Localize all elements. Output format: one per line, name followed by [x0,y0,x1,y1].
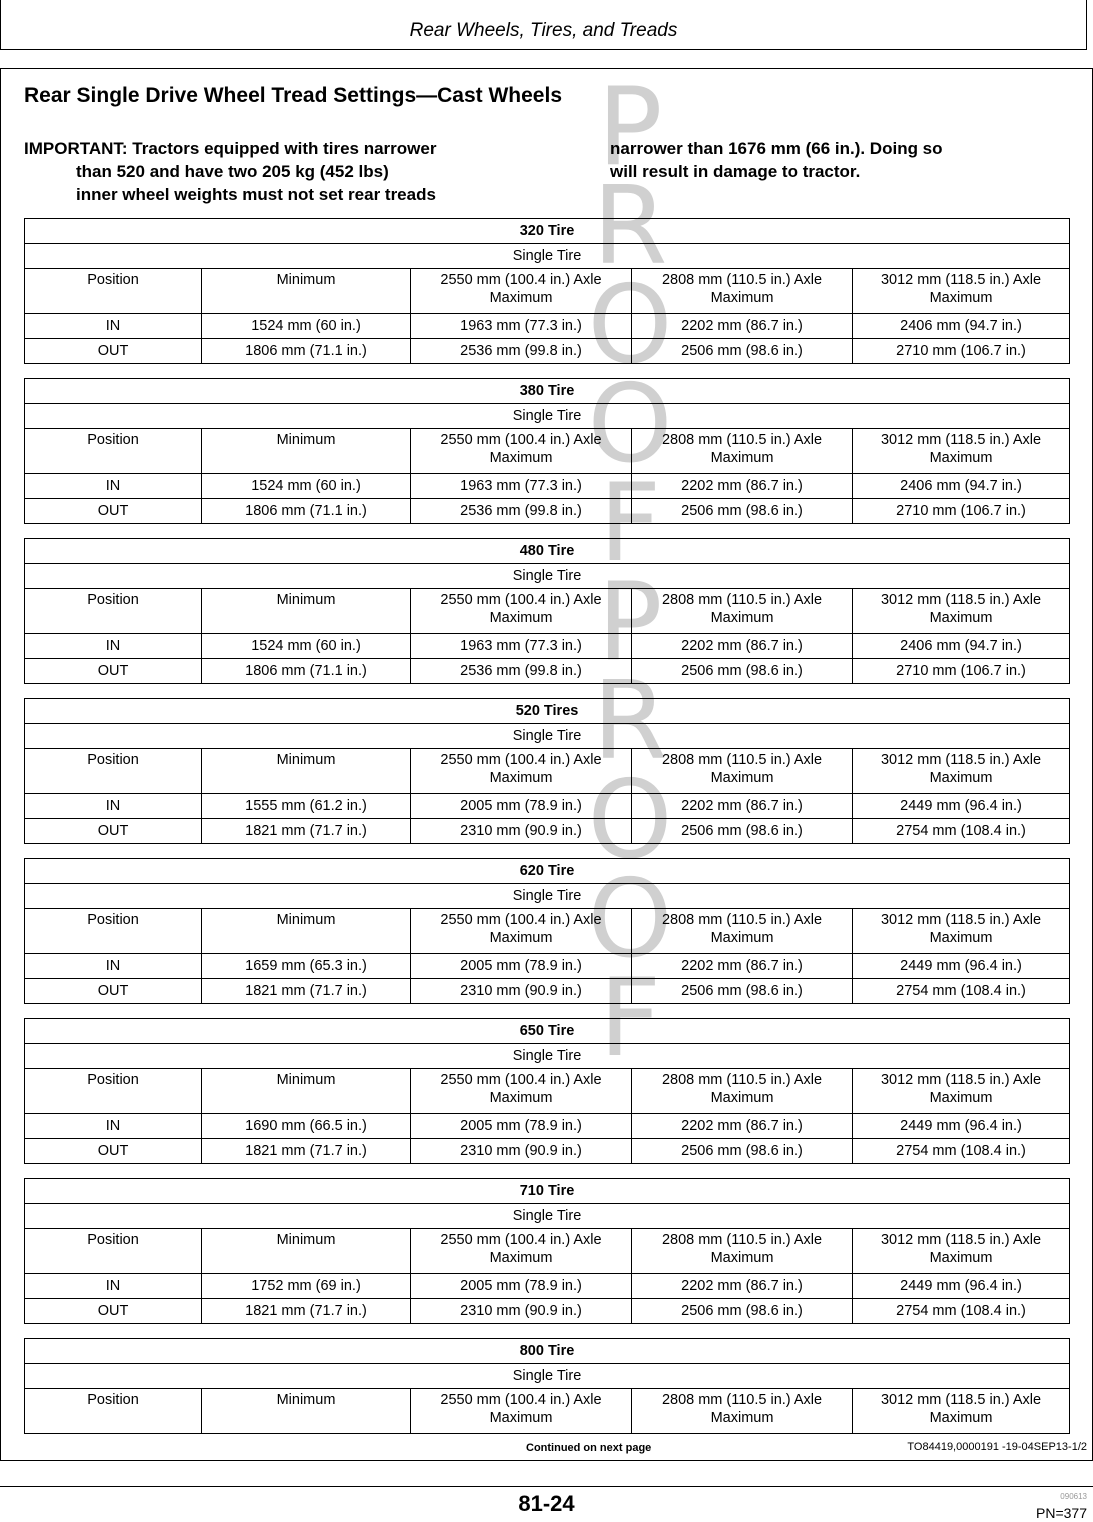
col-header-axle-3012 [853,909,1070,954]
cell-line: 2550 mm (100.4 in.) Axle [440,912,602,928]
tread-table [24,698,1070,844]
table-row [25,1274,1070,1299]
tread-value-cell: 2754 mm (108.4 in.) [853,979,1070,1004]
tire-subtitle: Single Tire [25,884,1070,909]
tread-value-cell: 2005 mm (78.9 in.) [411,1274,632,1299]
col-header-axle-2808 [632,909,853,954]
col-header-axle-2808 [632,1389,853,1434]
cell-line: 2808 mm (110.5 in.) Axle [661,1072,823,1088]
cell-line: Maximum [710,450,774,466]
position-cell: OUT [25,819,202,844]
tread-value-cell: 2310 mm (90.9 in.) [411,819,632,844]
table-row [25,404,1070,429]
col-header-axle-3012 [853,1389,1070,1434]
cell-line: 2808 mm (110.5 in.) Axle [661,272,823,288]
table-row [25,1069,1070,1114]
tread-value-cell: 1821 mm (71.7 in.) [202,1139,411,1164]
col-header-position: Position [25,1389,202,1434]
col-header-position: Position [25,269,202,314]
tread-value-cell: 2710 mm (106.7 in.) [853,339,1070,364]
table-row [25,474,1070,499]
table-row [25,1114,1070,1139]
tread-value-cell: 1555 mm (61.2 in.) [202,794,411,819]
cell-line: 2808 mm (110.5 in.) Axle [661,752,823,768]
col-header-minimum: Minimum [202,1389,411,1434]
position-cell: OUT [25,1299,202,1324]
table-row [25,589,1070,634]
table-row [25,884,1070,909]
col-header-position: Position [25,909,202,954]
cell-line: 3012 mm (118.5 in.) Axle [880,1072,1042,1088]
col-header-axle-3012 [853,1229,1070,1274]
cell-line: Maximum [710,610,774,626]
tread-value-cell: 2506 mm (98.6 in.) [632,1299,853,1324]
position-cell: IN [25,1114,202,1139]
col-header-axle-2550 [411,1229,632,1274]
tread-value-cell: 1524 mm (60 in.) [202,314,411,339]
position-cell: IN [25,1274,202,1299]
tread-value-cell: 1690 mm (66.5 in.) [202,1114,411,1139]
cell-line: 2550 mm (100.4 in.) Axle [440,592,602,608]
tread-value-cell: 2202 mm (86.7 in.) [632,474,853,499]
tread-value-cell: 2536 mm (99.8 in.) [411,499,632,524]
tire-size-title: 320 Tire [25,219,1070,244]
date-code: 090613 [1060,1492,1087,1501]
table-row [25,219,1070,244]
cell-line: 2808 mm (110.5 in.) Axle [661,1392,823,1408]
tread-value-cell: 2310 mm (90.9 in.) [411,979,632,1004]
cell-line: Maximum [489,1090,553,1106]
tread-value-cell: 1752 mm (69 in.) [202,1274,411,1299]
cell-line: 3012 mm (118.5 in.) Axle [880,1392,1042,1408]
tread-value-cell: 2449 mm (96.4 in.) [853,794,1070,819]
table-row [25,1364,1070,1389]
position-cell: IN [25,634,202,659]
cell-line: Maximum [929,770,993,786]
cell-line: Maximum [710,930,774,946]
table-row [25,634,1070,659]
cell-line: 3012 mm (118.5 in.) Axle [880,912,1042,928]
col-header-minimum: Minimum [202,1069,411,1114]
cell-line: Maximum [489,450,553,466]
table-row [25,909,1070,954]
table-row [25,819,1070,844]
page-number: 81-24 [518,1491,575,1516]
table-row [25,659,1070,684]
tread-value-cell: 1806 mm (71.1 in.) [202,499,411,524]
tread-value-cell: 2506 mm (98.6 in.) [632,1139,853,1164]
col-header-axle-2808 [632,429,853,474]
tread-value-cell: 2406 mm (94.7 in.) [853,634,1070,659]
continued-note: Continued on next page [526,1442,652,1454]
col-header-axle-2550 [411,429,632,474]
table-row [25,1339,1070,1364]
tire-subtitle: Single Tire [25,404,1070,429]
tread-value-cell: 2506 mm (98.6 in.) [632,659,853,684]
col-header-minimum: Minimum [202,429,411,474]
tread-value-cell: 1821 mm (71.7 in.) [202,979,411,1004]
table-row [25,1204,1070,1229]
col-header-minimum: Minimum [202,1229,411,1274]
tread-value-cell: 1821 mm (71.7 in.) [202,819,411,844]
tread-value-cell: 2406 mm (94.7 in.) [853,314,1070,339]
col-header-axle-2550 [411,589,632,634]
tread-value-cell: 2310 mm (90.9 in.) [411,1299,632,1324]
table-row [25,1179,1070,1204]
cell-line: Maximum [710,770,774,786]
col-header-axle-3012 [853,749,1070,794]
table-row [25,269,1070,314]
cell-line: Maximum [489,930,553,946]
tire-subtitle: Single Tire [25,1044,1070,1069]
important-line: than 520 and have two 205 kg (452 lbs) [76,162,389,181]
table-row [25,339,1070,364]
cell-line: Maximum [710,290,774,306]
col-header-axle-3012 [853,269,1070,314]
tire-size-title: 620 Tire [25,859,1070,884]
cell-line: Maximum [489,610,553,626]
position-cell: IN [25,794,202,819]
col-header-axle-2550 [411,749,632,794]
tread-value-cell: 2710 mm (106.7 in.) [853,499,1070,524]
tread-value-cell: 2506 mm (98.6 in.) [632,339,853,364]
table-row [25,564,1070,589]
tire-subtitle: Single Tire [25,724,1070,749]
table-row [25,1229,1070,1274]
table-row [25,749,1070,794]
tire-size-title: 800 Tire [25,1339,1070,1364]
tread-value-cell: 2506 mm (98.6 in.) [632,819,853,844]
col-header-axle-2808 [632,589,853,634]
tread-table [24,1018,1070,1164]
col-header-minimum: Minimum [202,909,411,954]
tread-value-cell: 2536 mm (99.8 in.) [411,659,632,684]
cell-line: Maximum [489,290,553,306]
tread-value-cell: 1659 mm (65.3 in.) [202,954,411,979]
tread-value-cell: 2202 mm (86.7 in.) [632,314,853,339]
important-lead: IMPORTANT: Tractors equipped with tires narrower [24,139,437,158]
tread-value-cell: 2449 mm (96.4 in.) [853,1114,1070,1139]
col-header-minimum: Minimum [202,269,411,314]
col-header-position: Position [25,749,202,794]
cell-line: Maximum [710,1250,774,1266]
important-note-continued [610,137,1070,183]
proof-watermark: P R O O F P R O O F [587,65,673,1081]
table-row [25,724,1070,749]
cell-line: 2550 mm (100.4 in.) Axle [440,752,602,768]
tire-size-title: 650 Tire [25,1019,1070,1044]
table-row [25,379,1070,404]
cell-line: 3012 mm (118.5 in.) Axle [880,592,1042,608]
cell-line: 2808 mm (110.5 in.) Axle [661,432,823,448]
cell-line: Maximum [489,770,553,786]
cell-line: Maximum [929,450,993,466]
col-header-position: Position [25,1229,202,1274]
col-header-axle-2808 [632,1069,853,1114]
col-header-axle-2550 [411,1069,632,1114]
important-line: will result in damage to tractor. [610,162,861,181]
tread-value-cell: 2536 mm (99.8 in.) [411,339,632,364]
col-header-axle-3012 [853,1069,1070,1114]
table-row [25,539,1070,564]
table-row [25,794,1070,819]
tread-value-cell: 1963 mm (77.3 in.) [411,314,632,339]
position-cell: OUT [25,1139,202,1164]
table-row [25,859,1070,884]
tread-value-cell: 2754 mm (108.4 in.) [853,819,1070,844]
col-header-axle-2550 [411,1389,632,1434]
position-cell: OUT [25,979,202,1004]
table-row [25,699,1070,724]
tread-value-cell: 1963 mm (77.3 in.) [411,634,632,659]
position-cell: OUT [25,339,202,364]
important-line: narrower than 1676 mm (66 in.). Doing so [610,139,943,158]
cell-line: Maximum [929,610,993,626]
tread-table [24,1178,1070,1324]
table-row [25,314,1070,339]
table-row [25,1019,1070,1044]
tread-value-cell: 2202 mm (86.7 in.) [632,634,853,659]
table-row [25,1044,1070,1069]
cell-line: Maximum [929,1410,993,1426]
cell-line: 2808 mm (110.5 in.) Axle [661,912,823,928]
cell-line: 3012 mm (118.5 in.) Axle [880,752,1042,768]
tread-value-cell: 2449 mm (96.4 in.) [853,954,1070,979]
tread-value-cell: 1524 mm (60 in.) [202,634,411,659]
tread-value-cell: 2506 mm (98.6 in.) [632,499,853,524]
cell-line: 3012 mm (118.5 in.) Axle [880,1232,1042,1248]
col-header-axle-2550 [411,909,632,954]
tire-subtitle: Single Tire [25,1204,1070,1229]
col-header-axle-3012 [853,589,1070,634]
tread-value-cell: 1963 mm (77.3 in.) [411,474,632,499]
tread-table [24,858,1070,1004]
tread-value-cell: 2406 mm (94.7 in.) [853,474,1070,499]
tread-value-cell: 2754 mm (108.4 in.) [853,1299,1070,1324]
cell-line: 2550 mm (100.4 in.) Axle [440,1232,602,1248]
table-row [25,499,1070,524]
table-row [25,1389,1070,1434]
cell-line: Maximum [929,1250,993,1266]
cell-line: 2808 mm (110.5 in.) Axle [661,592,823,608]
cell-line: Maximum [710,1090,774,1106]
tire-size-title: 480 Tire [25,539,1070,564]
important-note [24,137,544,206]
tread-value-cell: 2005 mm (78.9 in.) [411,954,632,979]
tread-value-cell: 1821 mm (71.7 in.) [202,1299,411,1324]
tire-size-title: 710 Tire [25,1179,1070,1204]
tread-value-cell: 2202 mm (86.7 in.) [632,1274,853,1299]
tread-value-cell: 2202 mm (86.7 in.) [632,794,853,819]
tread-value-cell: 2310 mm (90.9 in.) [411,1139,632,1164]
col-header-minimum: Minimum [202,589,411,634]
important-line: inner wheel weights must not set rear treads [76,185,436,204]
tread-value-cell: 2506 mm (98.6 in.) [632,979,853,1004]
tread-table [24,378,1070,524]
position-cell: OUT [25,659,202,684]
col-header-axle-3012 [853,429,1070,474]
table-row [25,1139,1070,1164]
tire-subtitle: Single Tire [25,1364,1070,1389]
position-cell: OUT [25,499,202,524]
document-id: TO84419,0000191 -19-04SEP13-1/2 [907,1441,1087,1453]
cell-line: Maximum [710,1410,774,1426]
cell-line: 3012 mm (118.5 in.) Axle [880,432,1042,448]
tread-tables [24,218,1069,1448]
col-header-position: Position [25,429,202,474]
tread-value-cell: 2449 mm (96.4 in.) [853,1274,1070,1299]
table-row [25,244,1070,269]
table-row [25,979,1070,1004]
cell-line: Maximum [929,1090,993,1106]
cell-line: 2550 mm (100.4 in.) Axle [440,272,602,288]
cell-line: Maximum [489,1410,553,1426]
tread-table [24,538,1070,684]
table-row [25,954,1070,979]
position-cell: IN [25,314,202,339]
cell-line: 2550 mm (100.4 in.) Axle [440,1392,602,1408]
tread-table [24,1338,1070,1434]
cell-line: Maximum [929,290,993,306]
col-header-minimum: Minimum [202,749,411,794]
cell-line: 3012 mm (118.5 in.) Axle [880,272,1042,288]
tire-subtitle: Single Tire [25,564,1070,589]
tread-value-cell: 2202 mm (86.7 in.) [632,954,853,979]
col-header-axle-2808 [632,269,853,314]
pn-number: PN=377 [1036,1505,1087,1521]
tread-value-cell: 2005 mm (78.9 in.) [411,1114,632,1139]
col-header-position: Position [25,589,202,634]
tire-subtitle: Single Tire [25,244,1070,269]
table-row [25,429,1070,474]
tire-size-title: 520 Tires [25,699,1070,724]
tread-value-cell: 2754 mm (108.4 in.) [853,1139,1070,1164]
footer-divider [0,1486,1093,1487]
tread-value-cell: 2202 mm (86.7 in.) [632,1114,853,1139]
position-cell: IN [25,954,202,979]
position-cell: IN [25,474,202,499]
col-header-axle-2550 [411,269,632,314]
cell-line: Maximum [929,930,993,946]
col-header-position: Position [25,1069,202,1114]
tread-value-cell: 1806 mm (71.1 in.) [202,659,411,684]
tread-value-cell: 2005 mm (78.9 in.) [411,794,632,819]
col-header-axle-2808 [632,1229,853,1274]
cell-line: 2550 mm (100.4 in.) Axle [440,1072,602,1088]
cell-line: 2808 mm (110.5 in.) Axle [661,1232,823,1248]
tread-value-cell: 1806 mm (71.1 in.) [202,339,411,364]
header-title: Rear Wheels, Tires, and Treads [409,20,678,41]
section-title: Rear Single Drive Wheel Tread Settings—Cast Wheels [24,84,562,107]
tread-value-cell: 1524 mm (60 in.) [202,474,411,499]
page-header [0,0,1087,50]
cell-line: 2550 mm (100.4 in.) Axle [440,432,602,448]
tread-value-cell: 2710 mm (106.7 in.) [853,659,1070,684]
table-row [25,1299,1070,1324]
tire-size-title: 380 Tire [25,379,1070,404]
col-header-axle-2808 [632,749,853,794]
cell-line: Maximum [489,1250,553,1266]
tread-table [24,218,1070,364]
